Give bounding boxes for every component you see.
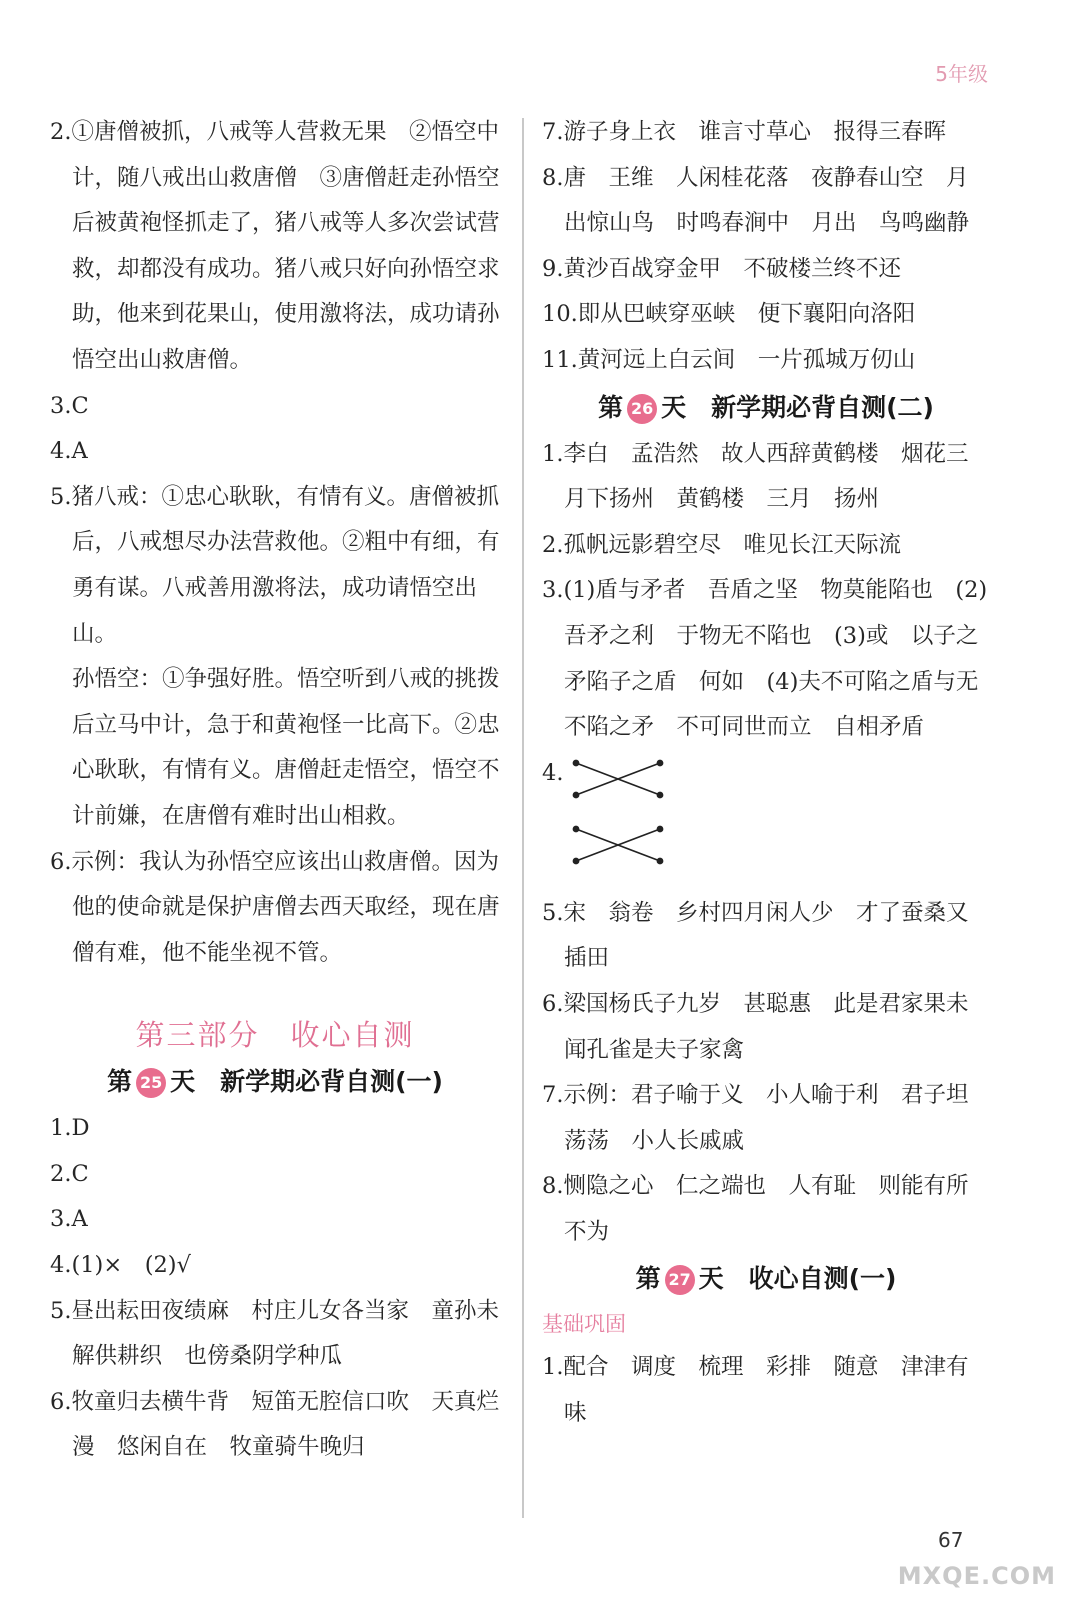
d27-answer-1: 1.配合 调度 梳理 彩排 随意 津津有味 [542,1354,969,1427]
d26-answer-8: 8.恻隐之心 仁之端也 人有耻 则能有所不为 [542,1173,969,1245]
d26-answer-6: 6.梁国杨氏子九岁 甚聪惠 此是君家果未闻孔雀是夫子家禽 [542,990,969,1063]
d25-answer-3: 3.A [50,1206,88,1233]
day-25-number-badge: 25 [136,1068,166,1098]
day-26-heading: 天 新学期必背自测(二) [661,392,934,422]
d26-answer-2: 2.孤帆远影碧空尽 唯见长江天际流 [542,531,901,558]
matching-lines-diagram [564,757,674,877]
day-26-prefix: 第 [598,392,624,422]
day-27-heading: 天 收心自测(一) [698,1264,897,1294]
match-dot [573,792,578,797]
column-divider [522,118,524,1518]
grade-label: 5年级 [935,62,988,86]
day-26-number-badge: 26 [627,394,657,424]
match-dot [657,858,662,863]
answer-2: 2.①唐僧被抓，八戒等人营救无果 ②悟空中计，随八戒出山救唐僧 ③唐僧赶走孙悟空后被黄袍怪抓走了，猪八戒等人多次尝试营救，却都没有成功。猪八戒只好向孙悟空求助，他来到花果山，使用激将法，成功请孙悟空出山救唐僧。 [50,119,500,373]
day-25-heading: 天 新学期必背自测(一) [170,1067,443,1097]
match-dot [657,826,662,831]
match-dot [657,792,662,797]
match-dot [573,826,578,831]
d25-answer-4: 4.(1)× (2)√ [50,1252,191,1279]
d25-answer-5: 5.昼出耘田夜绩麻 村庄儿女各当家 童孙未解供耕织 也傍桑阴学种瓜 [50,1297,499,1370]
day-26-title [542,384,990,432]
right-column [542,110,990,1437]
answer-5-zhubajie: 5.猪八戒：①忠心耿耿，有情有义。唐僧被抓后，八戒想尽办法营救他。②粗中有细，有勇有谋。八戒善用激将法，成功请悟空出山。 [50,483,500,647]
watermark-logo [876,1508,1066,1594]
d26-answer-1: 1.李白 孟浩然 故人西辞黄鹤楼 烟花三月下扬州 黄鹤楼 三月 扬州 [542,440,969,513]
part-three-title: 第三部分 收心自测 [135,1018,415,1053]
match-dot [573,760,578,765]
d26-answer-4 [542,751,990,891]
day-27-prefix: 第 [635,1264,661,1294]
day-27-title [542,1255,990,1303]
answer-5-sunwukong: 孙悟空：①争强好胜。悟空听到八戒的挑拨后立马中计，急于和黄袍怪一比高下。②忠心耿耿，有情有义。唐僧赶走悟空，悟空不计前嫌，在唐僧有难时出山相救。 [72,666,500,829]
answer-4: 4.A [50,438,88,465]
watermark-text: MXQE.COM [897,1562,1056,1590]
answer-3: 3.C [50,392,89,419]
day-27-number-badge: 27 [665,1265,695,1295]
d25-answer-2: 2.C [50,1160,89,1187]
day-25-prefix: 第 [107,1067,133,1097]
answer-11: 11.黄河远上白云间 一片孤城万仞山 [542,346,916,373]
d26-answer-7: 7.示例：君子喻于义 小人喻于利 君子坦荡荡 小人长戚戚 [542,1082,969,1154]
match-dot [657,760,662,765]
d26-answer-4-number: 4. [542,759,564,786]
section-tag-basics: 基础巩固 [542,1312,626,1337]
d26-answer-5: 5.宋 翁卷 乡村四月闲人少 才了蚕桑又插田 [542,899,969,972]
day-25-title [50,1058,500,1106]
answer-8: 8.唐 王维 人闲桂花落 夜静春山空 月出惊山鸟 时鸣春涧中 月出 鸟鸣幽静 [542,164,970,237]
answer-10: 10.即从巴峡穿巫峡 便下襄阳向洛阳 [542,301,916,328]
d25-answer-1: 1.D [50,1115,90,1142]
d25-answer-6: 6.牧童归去横牛背 短笛无腔信口吹 天真烂漫 悠闲自在 牧童骑牛晚归 [50,1388,499,1461]
answer-6: 6.示例：我认为孙悟空应该出山救唐僧。因为他的使命就是保护唐僧去西天取经，现在唐僧有难，他不能坐视不管。 [50,848,500,966]
page-number: 67 [938,1528,964,1552]
answer-7: 7.游子身上衣 谁言寸草心 报得三春晖 [542,119,946,145]
d26-answer-3: 3.(1)盾与矛者 吾盾之坚 物莫能陷也 (2)吾矛之利 于物无不陷也 (3)或 以子之矛陷子之盾 何如 (4)夫不可陷之盾与无不陷之矛 不可同世而立 自相矛盾 [542,577,988,741]
answer-9: 9.黄沙百战穿金甲 不破楼兰终不还 [542,255,901,282]
left-column [50,110,500,1471]
match-dot [573,858,578,863]
